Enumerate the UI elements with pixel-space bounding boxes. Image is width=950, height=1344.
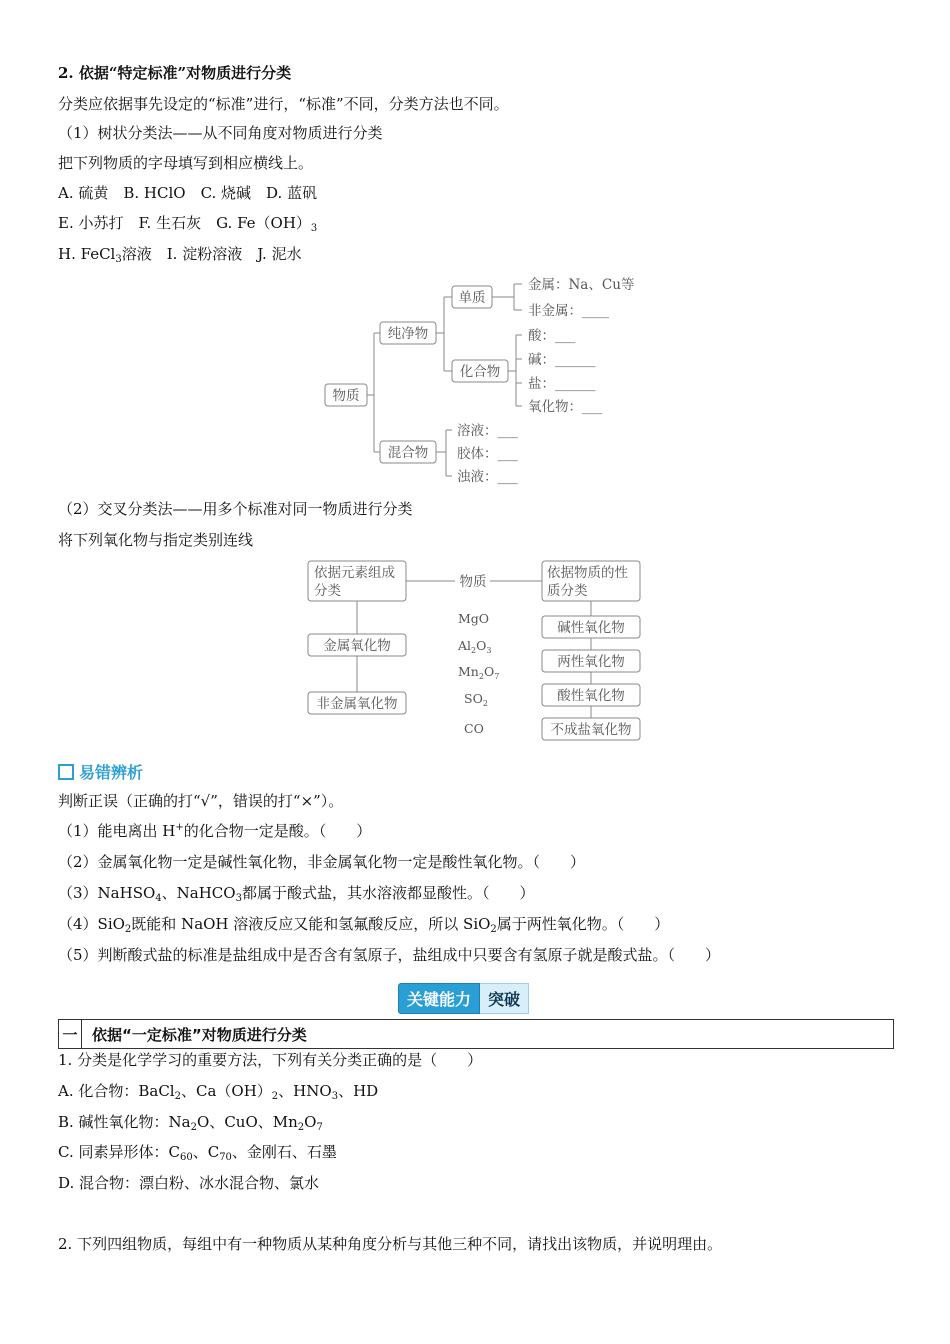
cross-center-header: 物质 (459, 574, 487, 590)
tree-oxide: 氧化物：___ (528, 399, 603, 415)
error-analysis-title: 易错辨析 (58, 760, 143, 783)
question-1-option-d: D. 混合物：漂白粉、冰水混合物、氯水 (58, 1174, 320, 1192)
banner-part-2: 突破 (480, 983, 529, 1014)
checkbox-icon (58, 764, 74, 780)
question-1-option-b: B. 碱性氧化物：$Na_2O$、CuO、$Mn_2O_7$ (58, 1113, 323, 1133)
question-1-option-a: A. 化合物：BaCl$_2$、$Ca(OH)_2$、$HNO_3$、HD (58, 1082, 379, 1102)
intro-text: 分类应依据事先设定的“标准”进行，“标准”不同，分类方法也不同。 (58, 95, 509, 113)
error-item-3: （3）NaHSO$_4$、NaHCO$_3$都属于酸式盐，其水溶液都显酸性。（ ） (58, 884, 535, 904)
cross-method-title: （2）交叉分类法——用多个标准对同一物质进行分类 (58, 500, 413, 518)
tree-mixture: 混合物 (387, 445, 429, 461)
options-line-1: A. 硫黄 B. HClO C. 烧碱 D. 蓝矾 (58, 184, 318, 202)
substance-al2o3: $Al_2O_3$ (458, 638, 492, 655)
error-item-1: （1）能电离出 H+的化合物一定是酸。（ ） (58, 822, 372, 840)
tree-suspension: 浊液：___ (457, 469, 518, 485)
question-1: 1. 分类是化学学习的重要方法，下列有关分类正确的是（ ） (58, 1051, 483, 1069)
metal-oxide-label: 金属氧化物 (323, 638, 391, 654)
section-heading: 2. 依据“特定标准”对物质进行分类 (58, 64, 292, 82)
substance-mn2o7: $Mn_2O_7$ (458, 664, 500, 681)
question-2: 2. 下列四组物质，每组中有一种物质从某种角度分析与其他三种不同，请找出该物质，并说明理由。 (58, 1235, 723, 1253)
tree-solution: 溶液：___ (457, 423, 518, 439)
tree-root: 物质 (332, 388, 360, 404)
cross-instruction: 将下列氧化物与指定类别连线 (58, 531, 254, 549)
tree-pure: 纯净物 (387, 326, 429, 342)
acidic-oxide-label: 酸性氧化物 (557, 688, 625, 704)
tree-colloid: 胶体：___ (457, 446, 518, 462)
error-item-4: （4）SiO$_2$既能和 NaOH 溶液反应又能和氢氟酸反应，所以 SiO$_2$属于两性氧化物。（ ） (58, 915, 670, 935)
tree-base: 碱：______ (528, 352, 596, 368)
tree-nonmetal: 非金属：____ (528, 303, 609, 319)
substance-co: CO (464, 721, 484, 736)
tree-classification-diagram (320, 270, 640, 490)
substance-mgo: MgO (458, 611, 490, 626)
tree-compound: 化合物 (459, 364, 501, 380)
cross-classification-diagram (300, 555, 650, 750)
substance-so2: $SO_2$ (464, 691, 488, 708)
amphoteric-oxide-label: 两性氧化物 (557, 654, 625, 670)
key-ability-banner (398, 985, 529, 1011)
banner-part-1: 关键能力 (398, 983, 480, 1014)
question-1-option-c: C. 同素异形体：$C_{60}$、$C_{70}$、金刚石、石墨 (58, 1143, 337, 1163)
cross-right-header-2: 质分类 (547, 583, 588, 599)
error-instruction: 判断正误（正确的打“√”，错误的打“×”）。 (58, 792, 344, 810)
cross-left-header-1: 依据元素组成 (314, 565, 395, 581)
tree-method-title: （1）树状分类法——从不同角度对物质进行分类 (58, 124, 383, 142)
basic-oxide-label: 碱性氧化物 (557, 620, 625, 636)
tree-metal: 金属：Na、Cu等 (528, 277, 635, 293)
error-item-5: （5）判断酸式盐的标准是盐组成中是否含有氢原子，盐组成中只要含有氢原子就是酸式盐。（ ） (58, 946, 721, 964)
error-item-2: （2）金属氧化物一定是碱性氧化物，非金属氧化物一定是酸性氧化物。（ ） (58, 853, 586, 871)
neutral-oxide-label: 不成盐氧化物 (550, 722, 632, 738)
cross-right-header-1: 依据物质的性 (547, 565, 628, 581)
topic-number: 一 (59, 1020, 82, 1048)
topic-header (58, 1019, 894, 1049)
options-line-2: E. 小苏打 F. 生石灰 G. $Fe(OH)_3$ (58, 214, 318, 234)
nonmetal-oxide-label: 非金属氧化物 (316, 696, 398, 712)
tree-acid: 酸：___ (528, 328, 576, 344)
tree-instruction: 把下列物质的字母填写到相应横线上。 (58, 154, 314, 172)
cross-left-header-2: 分类 (314, 583, 341, 599)
tree-element: 单质 (458, 290, 486, 306)
topic-title: 依据“一定标准”对物质进行分类 (92, 1025, 307, 1044)
tree-salt: 盐：______ (528, 376, 596, 392)
options-line-3: H. FeCl$_3$溶液 I. 淀粉溶液 J. 泥水 (58, 245, 302, 265)
